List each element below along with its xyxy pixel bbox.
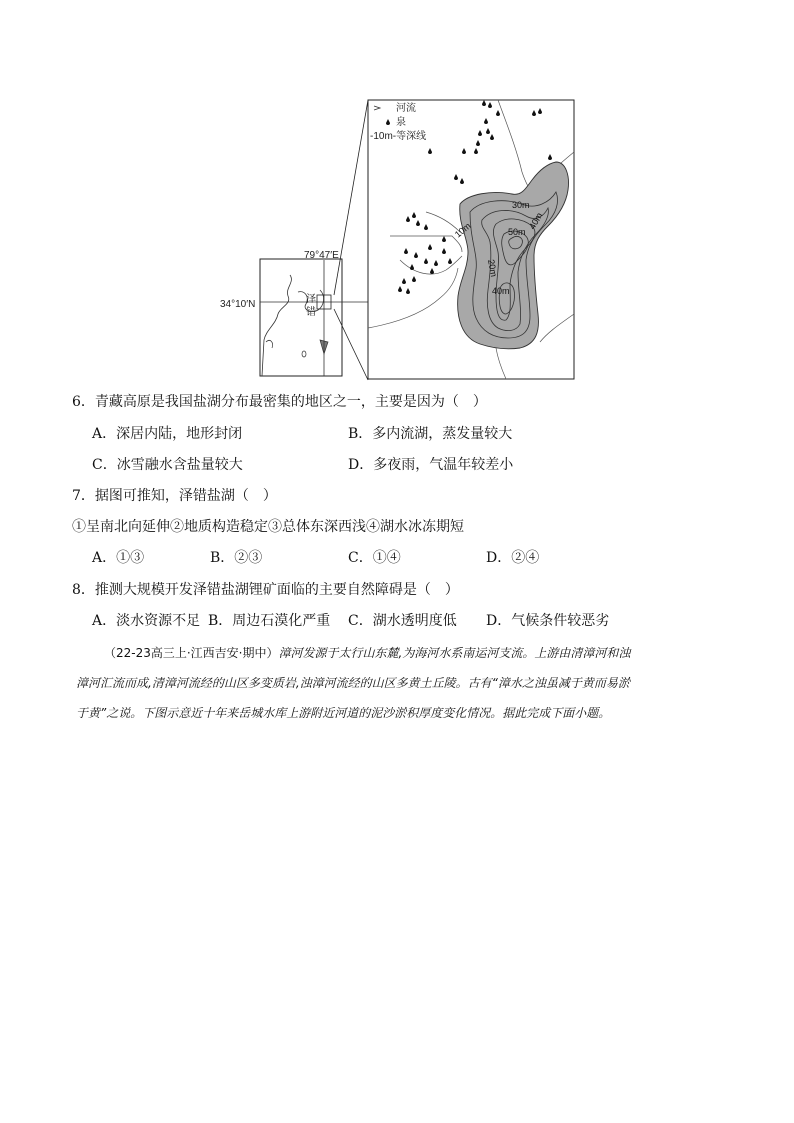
depth-label-50m: 50m [508, 227, 526, 237]
question-7-statements: ①呈南北向延伸②地质构造稳定③总体东深西浅④湖水冰冻期短 [72, 519, 464, 535]
question-7-option-c[interactable]: C．①④ [348, 550, 401, 566]
question-6-option-a[interactable]: A．深居内陆，地形封闭 [92, 426, 243, 442]
question-6-option-b[interactable]: B．多内流湖，蒸发量较大 [348, 426, 513, 442]
inset-frame [260, 259, 342, 376]
lake-name-label-1: 泽 [306, 294, 316, 305]
inset-border-line [262, 275, 291, 376]
lake-map-figure [200, 92, 600, 384]
passage-line-1 [76, 638, 736, 668]
passage-paragraph [76, 638, 736, 728]
question-7-option-d[interactable]: D．②④ [486, 550, 540, 566]
depth-label-20m: 20m [486, 258, 499, 278]
passage-line-3: 于黄”之说。下图示意近十年来岳城水库上游附近河道的泥沙淤积厚度变化情况。据此完成下面小题。 [76, 706, 611, 720]
question-6-option-c[interactable]: C．冰雪融水含盐量较大 [92, 457, 243, 473]
zoom-connector-bottom [334, 309, 368, 380]
question-8-option-b[interactable]: B．周边石漠化严重 [208, 613, 331, 629]
question-7-stem: 7．据图可推知，泽错盐湖（ ） [72, 488, 277, 504]
legend-river-label: 河流 [396, 103, 416, 114]
question-8-option-d[interactable]: D．气候条件较恶劣 [486, 613, 610, 629]
depth-label-10m: 10m [452, 220, 473, 240]
question-8-stem: 8．推测大规模开发泽错盐湖锂矿面临的主要自然障碍是（ ） [72, 582, 459, 598]
question-8-option-c[interactable]: C．湖水透明度低 [348, 613, 457, 629]
question-6-stem: 6．青藏高原是我国盐湖分布最密集的地区之一，主要是因为（ ） [72, 394, 487, 410]
lake-name-label-2: 错 [306, 307, 316, 318]
legend-spring-label: 泉 [396, 117, 406, 128]
passage-line-2: 漳河汇流而成,清漳河流经的山区多变质岩,浊漳河流经的山区多黄土丘陵。古有“漳水之浊虽减于黄而易淤 [76, 676, 630, 690]
legend-contour-label: -10m-等深线 [370, 131, 427, 142]
latitude-label: 34°10′N [220, 299, 256, 310]
longitude-label: 79°47′E [304, 250, 339, 261]
question-6-option-d[interactable]: D．多夜雨，气温年较差小 [348, 457, 514, 473]
depth-label-30m: 30m [512, 200, 530, 210]
question-7-option-a[interactable]: A．①③ [92, 550, 145, 566]
inset-lake-outline [266, 340, 273, 348]
passage-line-1-text: 漳河发源于太行山东麓,为海河水系南运河支流。上游由清漳河和浊 [278, 646, 631, 660]
question-8-option-a[interactable]: A．淡水资源不足 [92, 613, 201, 629]
inset-small-lake [302, 351, 306, 357]
question-7-option-b[interactable]: B．②③ [210, 550, 263, 566]
depth-label-40m-south: 40m [492, 286, 510, 296]
lake-map-svg [200, 92, 600, 384]
zoom-connector-top [334, 100, 368, 295]
depth-label-40m: 40m [527, 210, 545, 231]
passage-source: （22-23高三上·江西吉安·期中） [104, 646, 279, 660]
